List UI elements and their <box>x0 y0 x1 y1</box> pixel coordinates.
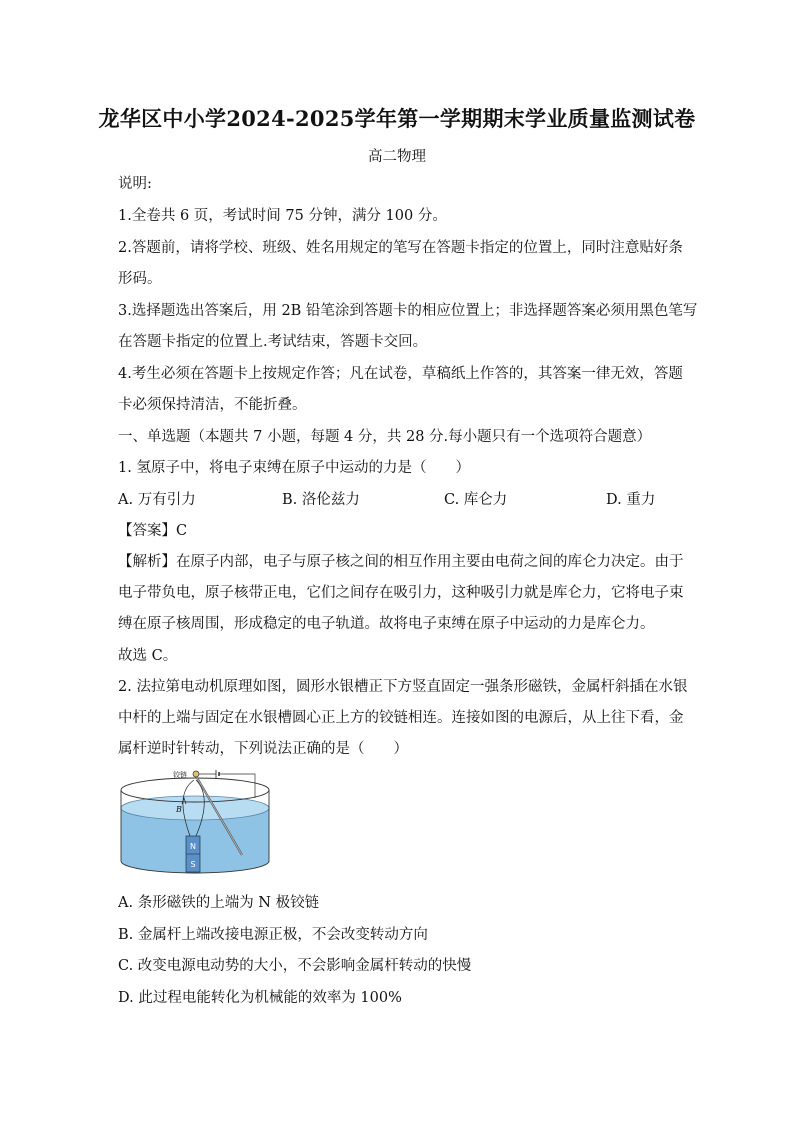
exam-title: 龙华区中小学2024-2025学年第一学期期末学业质量监测试卷 <box>98 106 696 131</box>
q2-stem-line-3: 属杆逆时针转动，下列说法正确的是（ ） <box>118 741 408 757</box>
q2-stem-line-1: 2. 法拉第电动机原理如图，圆形水银槽正下方竖直固定一强条形磁铁，金属杆斜插在水银 <box>118 679 688 695</box>
magnet-s-label: S <box>190 860 196 869</box>
instruction-item-1: 1.全卷共 6 页，考试时间 75 分钟，满分 100 分。 <box>118 208 447 224</box>
instruction-item-4-line-1: 4.考生必须在答题卡上按规定作答；凡在试卷，草稿纸上作答的，其答案一律无效，答题 <box>118 366 683 382</box>
faraday-motor-figure <box>118 768 273 878</box>
instruction-item-4-line-2: 卡必须保持清洁，不能折叠。 <box>118 397 307 413</box>
hinge <box>193 771 199 777</box>
q1-option-b: B. 洛伦兹力 <box>282 492 360 508</box>
instruction-item-2-line-1: 2.答题前，请将学校、班级、姓名用规定的笔写在答题卡指定的位置上，同时注意贴好条 <box>118 240 683 256</box>
section-heading: 一、单选题（本题共 7 小题，每题 4 分，共 28 分.每小题只有一个选项符合题意） <box>118 429 652 445</box>
magnet-n-label: N <box>190 842 196 851</box>
q2-option-c: C. 改变电源电动势的大小，不会影响金属杆转动的快慢 <box>118 958 472 974</box>
q1-analysis-line-1: 【解析】在原子内部，电子与原子核之间的相互作用主要由电荷之间的库仑力决定。由于 <box>118 554 684 570</box>
instructions-heading: 说明: <box>118 176 152 192</box>
q2-option-a: A. 条形磁铁的上端为 N 极铰链 <box>118 895 320 911</box>
q1-option-a: A. 万有引力 <box>118 492 196 508</box>
hinge-label: 铰链 <box>173 771 187 779</box>
wire-to-mercury <box>219 774 255 798</box>
q1-option-c: C. 库仑力 <box>444 492 508 508</box>
q1-answer: 【答案】C <box>118 523 188 539</box>
q1-stem: 1. 氢原子中，将电子束缚在原子中运动的力是（ ） <box>118 460 470 476</box>
q2-option-b: B. 金属杆上端改接电源正极，不会改变转动方向 <box>118 927 428 943</box>
q1-option-d: D. 重力 <box>606 492 656 508</box>
instruction-item-3-line-1: 3.选择题选出答案后，用 2B 铅笔涂到答题卡的相应位置上；非选择题答案必须用黑色笔写 <box>118 303 698 319</box>
q1-conclusion: 故选 C。 <box>118 648 178 664</box>
q1-analysis-line-3: 缚在原子核周围，形成稳定的电子轨道。故将电子束缚在原子中运动的力是库仑力。 <box>118 616 655 632</box>
q2-stem-line-2: 中杆的上端与固定在水银槽圆心正上方的铰链相连。连接如图的电源后，从上往下看，金 <box>118 710 684 726</box>
instruction-item-3-line-2: 在答题卡指定的位置上.考试结束，答题卡交回。 <box>118 334 428 350</box>
instruction-item-2-line-2: 形码。 <box>118 271 162 287</box>
field-b-label: B <box>176 805 182 814</box>
q2-option-d: D. 此过程电能转化为机械能的效率为 100% <box>118 990 402 1006</box>
mercury-surface <box>121 796 269 820</box>
q1-analysis-line-2: 电子带负电，原子核带正电，它们之间存在吸引力，这种吸引力就是库仑力，它将电子束 <box>118 585 684 601</box>
exam-subject: 高二物理 <box>368 149 426 165</box>
